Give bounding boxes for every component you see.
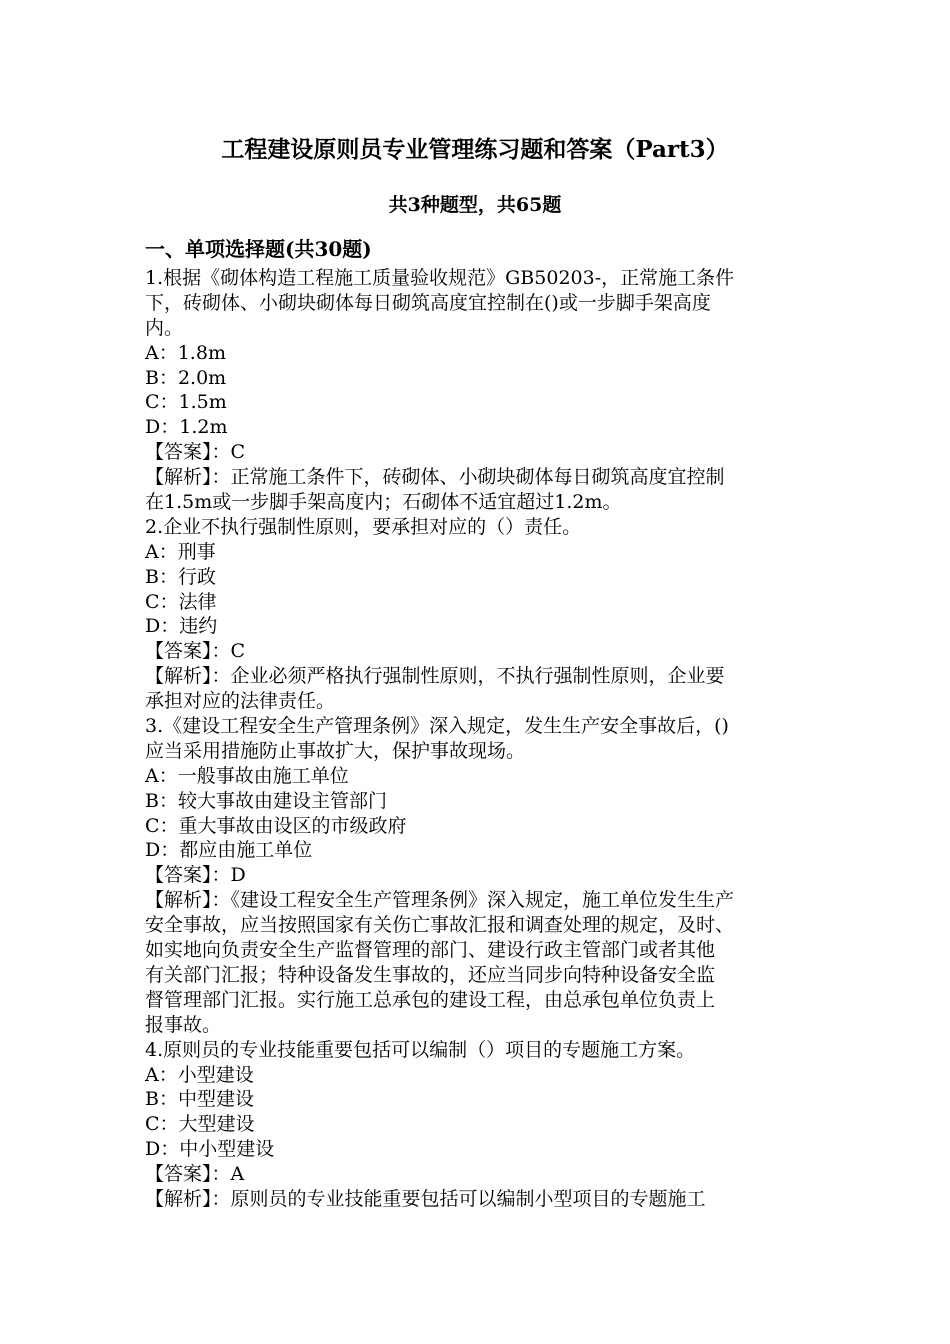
analysis-line: 承担对应的法律责任。	[145, 690, 336, 713]
answer-option: C：法律	[145, 590, 217, 613]
answer-option: A：一般事故由施工单位	[145, 764, 349, 787]
answer-option: D：1.2m	[145, 416, 228, 439]
analysis-line: 【解析】：原则员的专业技能重要包括可以编制小型项目的专题施工	[145, 1187, 706, 1210]
answer-option: C：1.5m	[145, 391, 227, 414]
answer-key: 【答案】：A	[145, 1163, 245, 1186]
question-stem-line: 内。	[145, 316, 184, 339]
answer-key: 【答案】：D	[145, 864, 246, 887]
answer-option: B：2.0m	[145, 366, 227, 389]
question-stem-line: 1.根据《砌体构造工程施工质量验收规范》GB50203-，正常施工条件	[145, 267, 735, 289]
answer-option: D：都应由施工单位	[145, 839, 313, 862]
answer-option: C：大型建设	[145, 1113, 255, 1136]
question-stem-line: 2.企业不执行强制性原则，要承担对应的（）责任。	[145, 515, 582, 538]
answer-option: D：中小型建设	[145, 1138, 275, 1161]
question-stem-line: 3.《建设工程安全生产管理条例》深入规定，发生生产安全事故后，()	[145, 715, 729, 738]
analysis-line: 安全事故，应当按照国家有关伤亡事故汇报和调查处理的规定，及时、	[145, 914, 735, 937]
answer-option: B：较大事故由建设主管部门	[145, 789, 387, 812]
section-heading: 一、单项选择题(共30题)	[145, 237, 372, 261]
question-stem-line: 4.原则员的专业技能重要包括可以编制（）项目的专题施工方案。	[145, 1038, 696, 1061]
analysis-line: 报事故。	[145, 1013, 222, 1036]
question-item	[145, 515, 810, 714]
answer-option: A：1.8m	[145, 341, 226, 364]
answer-option: B：行政	[145, 565, 216, 588]
answer-option: A：刑事	[145, 540, 216, 563]
answer-option: B：中型建设	[145, 1088, 254, 1111]
analysis-line: 督管理部门汇报。实行施工总承包的建设工程，由总承包单位负责上	[145, 988, 716, 1011]
answer-option: D：违约	[145, 615, 218, 638]
question-item	[145, 714, 810, 1038]
analysis-line: 在1.5m或一步脚手架高度内；石砌体不适宜超过1.2m。	[145, 491, 622, 514]
answer-key: 【答案】：C	[145, 640, 246, 663]
question-stem-line: 下，砖砌体、小砌块砌体每日砌筑高度宜控制在()或一步脚手架高度	[145, 291, 711, 314]
answer-option: C：重大事故由设区的市级政府	[145, 814, 407, 837]
analysis-line: 有关部门汇报；特种设备发生事故的，还应当同步向特种设备安全监	[145, 963, 716, 986]
question-stem-line: 应当采用措施防止事故扩大，保护事故现场。	[145, 739, 526, 762]
analysis-line: 如实地向负责安全生产监督管理的部门、建设行政主管部门或者其他	[145, 939, 716, 962]
analysis-line: 【解析】：正常施工条件下，砖砌体、小砌块砌体每日砌筑高度宜控制	[145, 466, 725, 489]
question-item	[145, 266, 810, 515]
answer-key: 【答案】：C	[145, 441, 246, 464]
page-subtitle: 共3种题型，共65题	[388, 194, 562, 216]
question-list	[145, 266, 810, 1212]
question-item	[145, 1038, 810, 1212]
page-title: 工程建设原则员专业管理练习题和答案（Part3）	[221, 136, 729, 163]
analysis-line: 【解析】：《建设工程安全生产管理条例》深入规定，施工单位发生生产	[145, 889, 735, 912]
answer-option: A：小型建设	[145, 1063, 254, 1086]
analysis-line: 【解析】：企业必须严格执行强制性原则，不执行强制性原则，企业要	[145, 665, 725, 688]
